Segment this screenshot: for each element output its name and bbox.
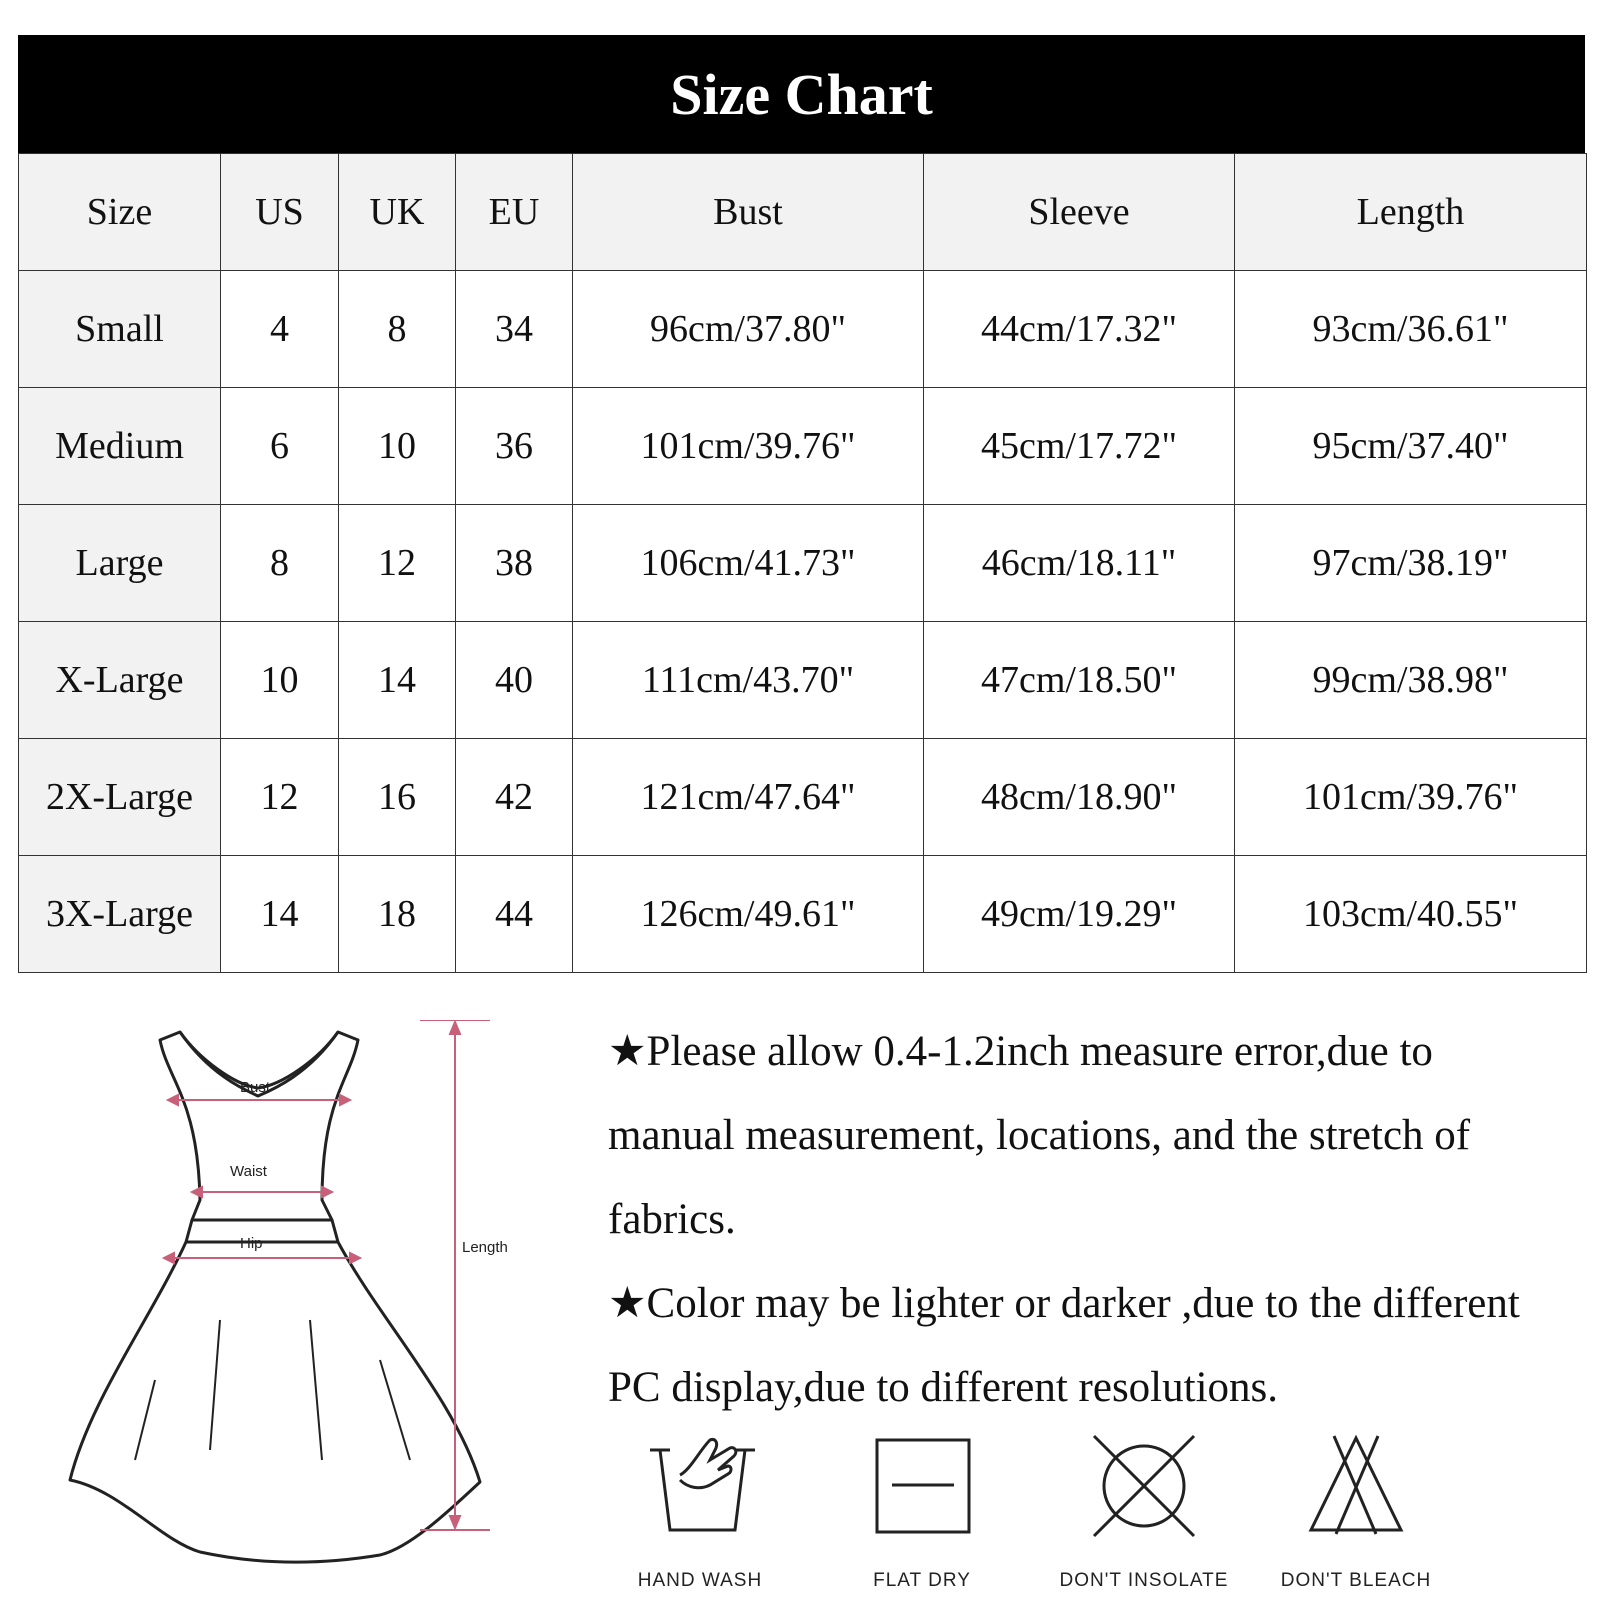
cell-bust: 111cm/43.70"	[573, 622, 924, 739]
cell-eu: 34	[456, 271, 573, 388]
table-row	[19, 388, 1587, 505]
cell-length: 99cm/38.98"	[1235, 622, 1587, 739]
cell-uk: 10	[339, 388, 456, 505]
cell-eu: 44	[456, 856, 573, 973]
care-label: FLAT DRY	[873, 1570, 971, 1591]
note-color: ★Color may be lighter or darker ,due to the different PC display,due to different resolutions.	[608, 1280, 1520, 1411]
dress-icon	[60, 1020, 530, 1590]
cell-uk: 12	[339, 505, 456, 622]
cell-sleeve: 48cm/18.90"	[924, 739, 1235, 856]
header-eu: EU	[456, 154, 573, 271]
hip-label: Hip	[240, 1235, 263, 1252]
cell-bust: 106cm/41.73"	[573, 505, 924, 622]
dont-insolate-icon	[1084, 1430, 1204, 1540]
cell-sleeve: 49cm/19.29"	[924, 856, 1235, 973]
care-dont-bleach	[1256, 1430, 1456, 1600]
size-table	[18, 153, 1587, 973]
care-label: DON'T BLEACH	[1280, 1570, 1432, 1591]
note-measure-error: ★Please allow 0.4-1.2inch measure error,due to manual measurement, locations, and the stretch of fabrics.	[608, 1028, 1471, 1243]
cell-eu: 36	[456, 388, 573, 505]
cell-size: Large	[19, 505, 221, 622]
dont-bleach-icon	[1296, 1430, 1416, 1540]
header-bust: Bust	[573, 154, 924, 271]
cell-uk: 14	[339, 622, 456, 739]
table-row	[19, 505, 1587, 622]
notes	[608, 1010, 1568, 1430]
cell-length: 103cm/40.55"	[1235, 856, 1587, 973]
cell-us: 12	[221, 739, 339, 856]
care-dont-insolate	[1044, 1430, 1244, 1600]
cell-eu: 38	[456, 505, 573, 622]
cell-bust: 126cm/49.61"	[573, 856, 924, 973]
header-sleeve: Sleeve	[924, 154, 1235, 271]
header-length: Length	[1235, 154, 1587, 271]
bust-label: Bust	[240, 1079, 271, 1096]
cell-bust: 101cm/39.76"	[573, 388, 924, 505]
cell-eu: 40	[456, 622, 573, 739]
cell-bust: 96cm/37.80"	[573, 271, 924, 388]
cell-sleeve: 45cm/17.72"	[924, 388, 1235, 505]
hand-wash-icon	[640, 1430, 760, 1540]
cell-uk: 16	[339, 739, 456, 856]
cell-uk: 18	[339, 856, 456, 973]
cell-size: 2X-Large	[19, 739, 221, 856]
cell-size: 3X-Large	[19, 856, 221, 973]
flat-dry-icon	[862, 1430, 982, 1540]
waist-label: Waist	[230, 1163, 267, 1180]
care-flat-dry	[822, 1430, 1022, 1600]
cell-uk: 8	[339, 271, 456, 388]
care-label: HAND WASH	[637, 1570, 763, 1591]
cell-us: 8	[221, 505, 339, 622]
cell-size: Small	[19, 271, 221, 388]
care-instructions	[600, 1430, 1600, 1600]
length-label: Length	[462, 1239, 508, 1256]
header-uk: UK	[339, 154, 456, 271]
care-hand-wash	[600, 1430, 800, 1600]
cell-length: 95cm/37.40"	[1235, 388, 1587, 505]
table-row	[19, 271, 1587, 388]
header-size: Size	[19, 154, 221, 271]
cell-length: 101cm/39.76"	[1235, 739, 1587, 856]
cell-us: 6	[221, 388, 339, 505]
dress-measurement-diagram	[60, 1020, 530, 1590]
cell-sleeve: 44cm/17.32"	[924, 271, 1235, 388]
cell-us: 14	[221, 856, 339, 973]
cell-us: 4	[221, 271, 339, 388]
cell-us: 10	[221, 622, 339, 739]
cell-eu: 42	[456, 739, 573, 856]
table-header-row	[19, 154, 1587, 271]
cell-bust: 121cm/47.64"	[573, 739, 924, 856]
cell-size: Medium	[19, 388, 221, 505]
cell-length: 97cm/38.19"	[1235, 505, 1587, 622]
table-row	[19, 856, 1587, 973]
table-row	[19, 739, 1587, 856]
cell-length: 93cm/36.61"	[1235, 271, 1587, 388]
care-label: DON'T INSOLATE	[1059, 1570, 1229, 1591]
page-title: Size Chart	[18, 35, 1585, 153]
cell-sleeve: 46cm/18.11"	[924, 505, 1235, 622]
header-us: US	[221, 154, 339, 271]
cell-sleeve: 47cm/18.50"	[924, 622, 1235, 739]
cell-size: X-Large	[19, 622, 221, 739]
table-row	[19, 622, 1587, 739]
